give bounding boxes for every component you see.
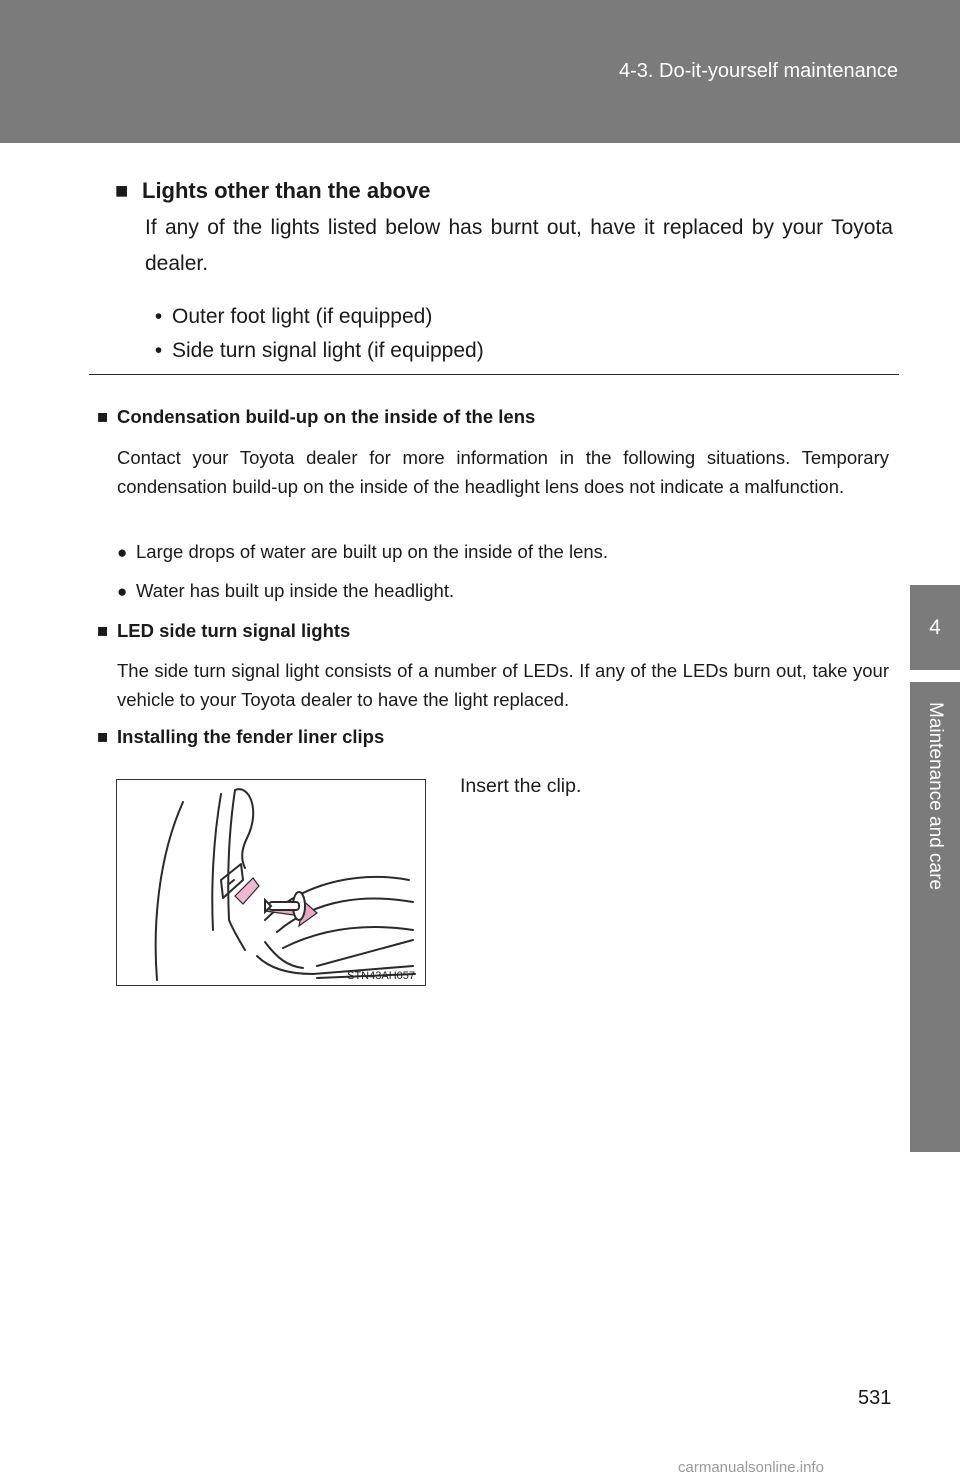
list-item: ● Large drops of water are built up on the inside of the lens. (117, 541, 609, 562)
condensation-body: Contact your Toyota dealer for more information in the following situations. Temporary condensation build-up on the inside of the headlight lens does not indicate a malfunction. (117, 447, 889, 497)
condensation-heading: ■ Condensation build-up on the inside of the lens (97, 406, 536, 427)
lights-other-body: If any of the lights listed below has burnt out, have it replaced by your Toyota dealer. (145, 216, 893, 275)
list-item: • Outer foot light (if equipped) (145, 300, 484, 334)
circle-bullet-icon: ● (117, 582, 128, 601)
led-body: The side turn signal light consists of a number of LEDs. If any of the LEDs burn out, take your vehicle to your Toyota dealer to have the light replaced. (117, 660, 889, 710)
square-bullet-icon: ■ (115, 178, 129, 203)
list-item: • Side turn signal light (if equipped) (145, 334, 484, 368)
watermark: carmanualsonline.info (678, 1459, 824, 1476)
figure-caption: Insert the clip. (460, 775, 582, 797)
square-bullet-icon: ■ (97, 620, 109, 641)
fender-clip-drawing (117, 780, 425, 985)
fender-clip-illustration (116, 779, 426, 986)
square-bullet-icon: ■ (97, 726, 109, 747)
chapter-label-tab (910, 682, 960, 1152)
lights-other-heading-text: Lights other than the above (142, 178, 431, 203)
section-title: 4-3. Do-it-yourself maintenance (618, 60, 898, 82)
chapter-label: Maintenance and care (925, 702, 946, 891)
page-number: 531 (858, 1387, 892, 1409)
circle-bullet-icon: ● (117, 543, 128, 562)
lights-list (145, 300, 484, 368)
led-heading: ■ LED side turn signal lights (97, 620, 351, 641)
list-item: ● Water has built up inside the headlight. (117, 580, 455, 601)
page-header (0, 0, 960, 143)
square-bullet-icon: ■ (97, 406, 109, 427)
section-divider (89, 374, 899, 375)
figure-code: STN43AH057 (347, 970, 415, 982)
bullet-icon: • (154, 305, 163, 328)
lights-other-heading (115, 178, 905, 204)
fender-heading: ■ Installing the fender liner clips (97, 726, 385, 747)
chapter-number-tab: 4 (910, 585, 960, 670)
bullet-icon: • (154, 339, 163, 362)
